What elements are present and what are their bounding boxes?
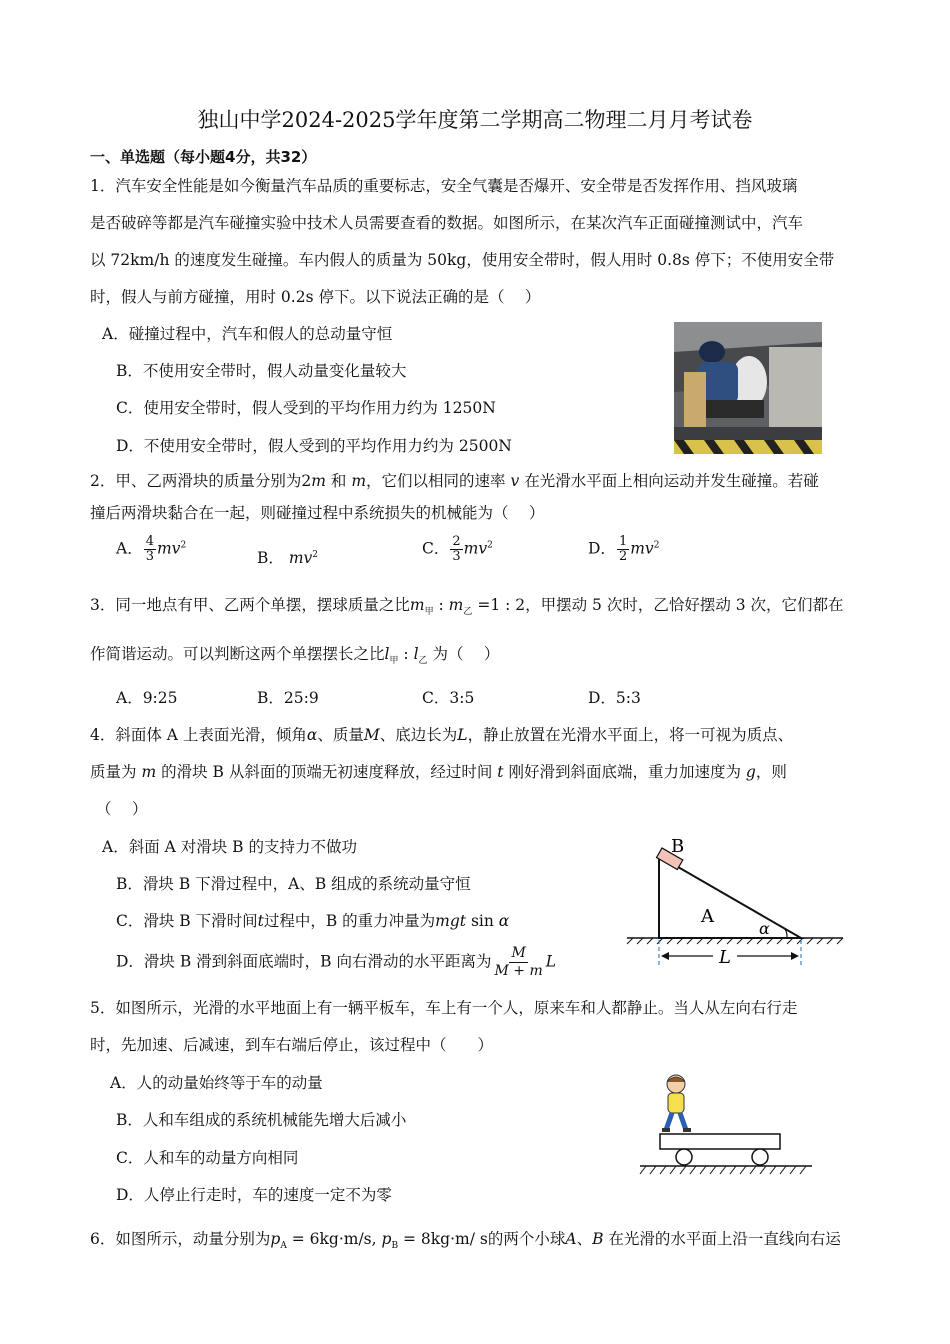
q2-option-b: B． $mv^2$ [257,549,319,568]
q3-line2: 作简谐运动。可以判断这两个单摆摆长之比$l_甲$ : $l_乙$ 为（ ） [90,645,500,667]
q2-option-a: A． $\frac{4}{3}$ $mv^2$ [116,534,187,564]
q4-option-d: D．滑块 B 滑到斜面底端时，B 向右滑动的水平距离为 $\frac{M}{M + m}$ L [116,945,557,979]
q1-option-c: C．使用安全带时，假人受到的平均作用力约为 1250N [116,399,496,417]
q2-line1: 2．甲、乙两滑块的质量分别为2m 和 m，它们以相同的速率 v 在光滑水平面上相向运动并发生碰撞。若碰 [90,472,819,490]
incline-figure [625,832,845,972]
q3-option-b: B．25:9 [257,689,319,707]
q6-line1: 6．如图所示，动量分别为$p_A = 6kg\cdot m/s$, $p_B = 8kg\cdot m/$ s的两个小球A、B 在光滑的水平面上沿一直线向右运 [90,1230,841,1252]
fig-label-alpha: α [759,919,770,938]
q3-option-c: C．3:5 [422,689,475,707]
q4-line1: 4．斜面体 A 上表面光滑，倾角α、质量M、底边长为L，静止放置在光滑水平面上，将一可视为质点、 [90,726,794,744]
q5-option-d: D．人停止行走时，车的速度一定不为零 [116,1186,392,1204]
q4-option-a: A．斜面 A 对滑块 B 的支持力不做功 [102,838,357,856]
q2-line2: 撞后两滑块黏合在一起，则碰撞过程中系统损失的机械能为（ ） [90,504,545,522]
page-title: 独山中学2024-2025学年度第二学期高二物理二月月考试卷 [197,108,753,132]
q5-line2: 时，先加速、后减速，到车右端后停止，该过程中（ ） [90,1036,494,1054]
fig-label-b: B [671,836,685,857]
q4-option-c: C．滑块 B 下滑时间t过程中，B 的重力冲量为mgt sin α [116,912,510,930]
q4-line3: （ ） [96,800,148,818]
q3-line1: 3．同一地点有甲、乙两个单摆，摆球质量之比$m_甲$ : $m_乙 =1$ : 2，甲摆动 5 次时，乙恰好摆动 3 次，它们都在 [90,596,844,618]
fig-label-l: L [719,947,731,968]
q1-option-a: A．碰撞过程中，汽车和假人的总动量守恒 [102,325,393,343]
q1-line1: 1．汽车安全性能是如今衡量汽车品质的重要标志，安全气囊是否爆开、安全带是否发挥作用、挡风玻璃 [90,177,798,195]
q1-line3: 以 72km/h 的速度发生碰撞。车内假人的质量为 50kg，使用安全带时，假人用时 0.8s 停下；不使用安全带 [90,251,835,269]
q1-option-b: B．不使用安全带时，假人动量变化量较大 [116,362,407,380]
q2-option-d: D． $\frac{1}{2}$ $mv^2$ [588,534,660,564]
q5-option-b: B．人和车组成的系统机械能先增大后减小 [116,1111,407,1129]
q4-line2: 质量为 m 的滑块 B 从斜面的顶端无初速度释放，经过时间 t 刚好滑到斜面底端，重力加速度为 g，则 [90,763,787,781]
section-heading: 一、单选题（每小题4分，共32） [90,148,317,166]
cart-figure [636,1072,816,1180]
q1-option-d: D．不使用安全带时，假人受到的平均作用力约为 2500N [116,437,512,455]
q4-option-b: B．滑块 B 下滑过程中，A、B 组成的系统动量守恒 [116,875,471,893]
crash-test-photo [674,322,822,454]
q5-line1: 5．如图所示，光滑的水平地面上有一辆平板车，车上有一个人，原来车和人都静止。当人从左向右行走 [90,999,798,1017]
q1-line2: 是否破碎等都是汽车碰撞实验中技术人员需要查看的数据。如图所示，在某次汽车正面碰撞测试中，汽车 [90,214,804,232]
q3-option-a: A．9:25 [116,689,178,707]
fig-label-a: A [701,906,714,927]
q1-line4: 时，假人与前方碰撞，用时 0.2s 停下。以下说法正确的是（ ） [90,288,541,306]
q5-option-c: C．人和车的动量方向相同 [116,1149,299,1167]
q5-option-a: A．人的动量始终等于车的动量 [110,1074,323,1092]
q3-option-d: D．5:3 [588,689,641,707]
q2-option-c: C． $\frac{2}{3}$ $mv^2$ [422,534,493,564]
